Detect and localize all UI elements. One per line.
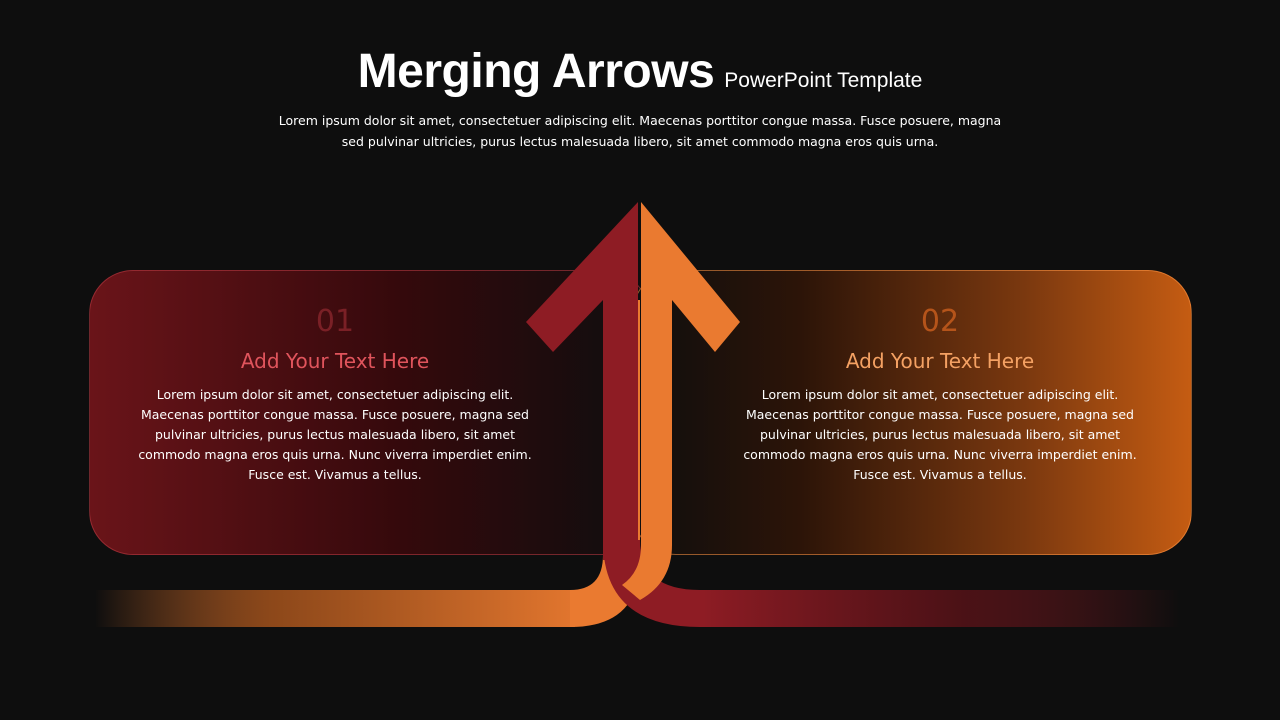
card-01-number: 01 [315,304,355,339]
card-02-body: Lorem ipsum dolor sit amet, consectetuer adipiscing elit. Maecenas porttitor congue massa. Fusce posuere, magna sed pulvinar ultricies, purus lectus malesuada libero, sit amet commodo magna eros quis urna. Nunc viverra imperdiet enim. Fusce est. Vivamus a tellus. [743,387,1137,482]
orange-arrow-head [641,202,740,535]
card-02-heading: Add Your Text Here [845,349,1035,373]
page-description: Lorem ipsum dolor sit amet, consectetuer adipiscing elit. Maecenas porttitor congue massa. Fusce posuere, magna sed pulvinar ultricies, purus lectus malesuada libero, sit amet commodo magna eros quis urna. [278,113,1002,149]
page-title-suffix: PowerPoint Template [724,69,923,92]
card-01-heading: Add Your Text Here [240,349,430,373]
red-flow-band [705,590,1180,627]
card-02-number: 02 [920,304,960,339]
page-title: Merging Arrows [357,45,715,98]
red-arrow-head [526,202,638,560]
orange-flow-band [95,590,575,627]
card-01-body: Lorem ipsum dolor sit amet, consectetuer adipiscing elit. Maecenas porttitor congue massa. Fusce posuere, magna sed pulvinar ultricies, purus lectus malesuada libero, sit amet commodo magna eros quis urna. Nunc viverra imperdiet enim. Fusce est. Vivamus a tellus. [138,387,532,482]
